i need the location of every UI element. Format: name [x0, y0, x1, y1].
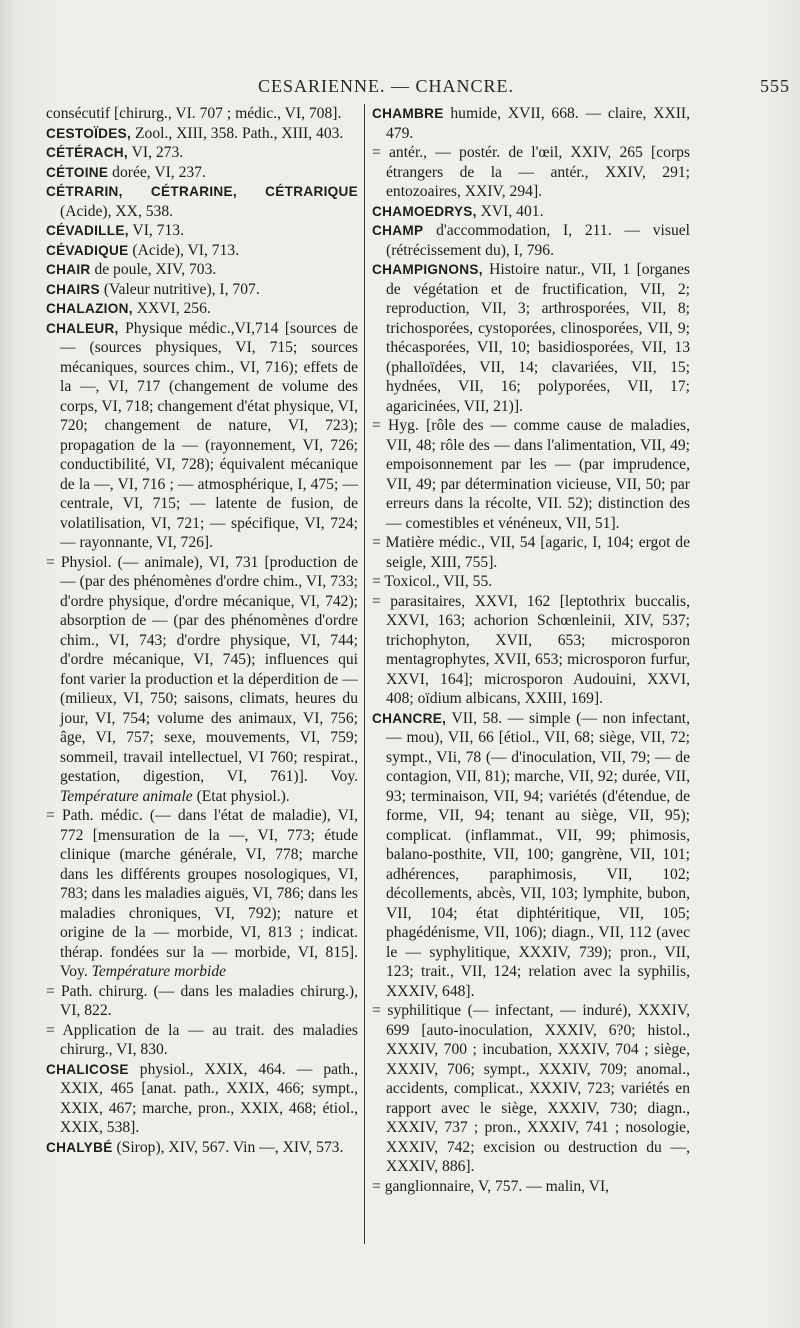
index-entry — [46, 260, 358, 280]
entry-text: (Acide), VI, 713. — [128, 241, 240, 259]
entry-text: Zool., XIII, 358. Path., XIII, 403. — [131, 124, 344, 142]
entry-headword: CHAIR — [46, 262, 91, 277]
entry-headword: CHAIRS — [46, 281, 100, 297]
entry-headword: CÉTOINE — [46, 164, 109, 180]
index-entry — [46, 124, 358, 144]
index-entry — [372, 1177, 690, 1197]
entry-text: = Path. chirurg. (— dans les maladies chirurg.), VI, 822. — [46, 982, 358, 1019]
index-entry — [372, 143, 690, 202]
index-entry — [372, 260, 690, 416]
page-number: 555 — [760, 76, 790, 96]
entry-text: (Acide), XX, 538. — [60, 202, 174, 220]
index-entry — [46, 104, 358, 124]
index-entry — [46, 982, 358, 1021]
index-entry — [372, 202, 690, 222]
entry-text: = antér., — postér. de l'œil, XXIV, 265 [corps étrangers de la — antér., XXIV, 291; entozoaires, XXIV, 294]. — [372, 144, 690, 200]
index-entry — [372, 533, 690, 572]
entry-headword: CHANCRE, — [372, 710, 447, 726]
entry-text: = Path. médic. (— dans l'état de maladie), VI, 772 [mensuration de la —, VI, 773; étude clinique (marche générale, VI, 778; marche dans les différents groupes nosologiques, VI, 783; dans les maladies aiguës, VI, 786; dans les maladies chroniques, VI, 792); nature et origine de la — morbide, VI, 813 ; indicat. thérap. fondées sur la — morbide, VI, 815]. Voy. — [46, 807, 358, 980]
entry-headword: CHAMOEDRYS, — [372, 203, 477, 219]
column-divider — [364, 104, 365, 1244]
entry-text: XVI, 401. — [476, 202, 544, 220]
entry-headword: CHAMP — [372, 223, 424, 238]
entry-headword: CESTOÏDES, — [46, 125, 132, 141]
entry-text: VII, 58. — simple (— non infectant, — mou), VII, 66 [étiol., VII, 68; siège, VII, 72; sympt., VIi, 78 (— d'inoculation, VII, 79; — de contagion, VII, 81); marche, VII, 92; durée, VII, 93; terminaison, VII, 94; variétés (d'étendue, de forme, VII, 94; tenant au siège, VII, 95); complicat. (inflammat., VII, 99; phimosis, balano-posthite, VII, 100; gangrène, VII, 101; adhérences, paraphimosis, VII, 102; décollements, abcès, VII, 103; lymphite, bubon, VII, 104; état diphtéritique, VII, 105; phagédénisme, VII, 106); diagn., VII, 112 (avec le — syphylitique, XXXIV, 739); pron., VII, 123; trait., VII, 124; relation avec la syphilis, XXXIV, 648]. — [386, 709, 690, 1000]
entry-reference: Température animale — [60, 787, 193, 805]
index-entry — [46, 221, 358, 241]
index-entry — [46, 299, 358, 319]
index-entry — [372, 1001, 690, 1177]
running-title: CESARIENNE. — CHANCRE. — [258, 76, 515, 96]
entry-text: Histoire natur., VII, 1 [organes de végétation et de fructification, VII, 2; reproduction, VII, 3; arthrosporées, VII, 8; trichosporées, cystoporées, clinosporées, VII, 9; thécasporées, VII, 10; basidiosporées, VII, 13 (phalloïdées, VII, 14; clavariées, VII, 15; hydnées, VII, 16; polyporées, VII, 17; agaricinées, VII, 21)]. — [386, 261, 690, 415]
entry-text: d'accommodation, I, 211. — visuel (rétrécissement du), I, 796. — [386, 222, 690, 259]
index-entry — [46, 1021, 358, 1060]
entry-headword: CHALEUR, — [46, 320, 119, 336]
right-column — [372, 104, 690, 1196]
index-entry — [372, 104, 690, 143]
index-entry — [46, 163, 358, 183]
index-entry — [372, 592, 690, 709]
entry-headword: CHALICOSE — [46, 1061, 129, 1077]
index-entry — [46, 182, 358, 221]
entry-text: humide, XVII, 668. — claire, XXII, 479. — [386, 105, 690, 142]
entry-reference: Température morbide — [91, 963, 227, 980]
entry-headword: CHALAZION, — [46, 301, 133, 316]
entry-text: = Physiol. (— animale), VI, 731 [production de — (par des phénomènes d'ordre chim., VI, 733; d'ordre physique, d'ordre mécanique, VI, 742); absorption de — (par des phénomènes d'ordre chim., VI, 743; d'ordre physique, VI, 744; d'ordre mécanique, VI, 745); influences qui font varier la production et la déperdition de — (milieux, VI, 750; saisons, climats, heures du jour, VI, 754; volume des animaux, VI, 756; âge, VI, 757; sexe, mouvements, VI, 759; sommeil, travail intellectuel, VI 760; respirat., gestation, digestion, VI, 761)]. Voy. — [46, 553, 358, 785]
entry-text: = Toxicol., VII, 55. — [372, 573, 493, 590]
index-entry — [46, 143, 358, 163]
entry-text: = syphilitique (— infectant, — induré), XXXIV, 699 [auto-inoculation, XXXIV, 6?0; histol., XXXIV, 700 ; incubation, XXXIV, 704 ; siège, XXXIV, 706; sympt., XXXIV, 709; anomal., accidents, complicat., XXXIV, 723; variétés en rapport avec le siège, XXXIV, 730; diagn., XXXIV, 737 ; pron., XXXIV, 741 ; nosologie, XXXIV, 742; excision ou destruction du —, XXXIV, 886]. — [372, 1002, 690, 1175]
index-entry — [46, 553, 358, 807]
entry-text: dorée, VI, 237. — [108, 163, 206, 181]
entry-text: (Valeur nutritive), I, 707. — [99, 280, 260, 298]
entry-text: VI, 713. — [128, 222, 184, 239]
entry-text: consécutif [chirurg., VI. 707 ; médic., VI, 708]. — [46, 105, 342, 122]
entry-text: physiol., XXIX, 464. — path., XXIX, 465 [anat. path., XXIX, 466; sympt., XXIX, 467; marche, pron., XXIX, 468; étiol., XXIX, 538]. — [60, 1060, 358, 1136]
entry-headword: CHALYBÉ — [46, 1139, 113, 1155]
entry-text: (Sirop), XIV, 567. Vin —, XIV, 573. — [112, 1138, 344, 1156]
entry-headword: CÉVADILLE, — [46, 223, 129, 238]
index-entry — [46, 280, 358, 300]
entry-text: = Hyg. [rôle des — comme cause de maladies, VII, 48; rôle des — dans l'alimentation, VII, 49; empoisonnement par les — (par imprudence, VII, 49; par détermination vicieuse, VII, 50; par erreurs dans la récolte, VII. 52); distinction des — comestibles et vénéneux, VII, 51]. — [372, 417, 690, 532]
running-header — [0, 76, 800, 100]
entry-headword: CÉTRARIN, CÉTRARINE, CÉTRARIQUE — [46, 184, 358, 199]
entry-text: de poule, XIV, 703. — [90, 261, 217, 278]
entry-tail: (Etat physiol.). — [192, 787, 290, 805]
entry-headword: CHAMPIGNONS, — [372, 262, 483, 277]
index-entry — [372, 416, 690, 533]
entry-headword: CHAMBRE — [372, 106, 444, 121]
index-entry — [46, 241, 358, 261]
entry-headword: CÉVADIQUE — [46, 242, 129, 258]
entry-headword: CÉTÉRACH, — [46, 145, 128, 160]
entry-text: = Application de la — au trait. des maladies chirurg., VI, 830. — [46, 1021, 358, 1058]
entry-text: = parasitaires, XXVI, 162 [leptothrix buccalis, XXVI, 163; achorion Schœnleinii, XIV, 537; trichophyton, XVII, 653; microsporon mentagrophytes, XVII, 653; microsporon furfur, XXVI, 164]; microsporon Audouini, XXVI, 408; oïdium albicans, XXIII, 169]. — [372, 592, 690, 707]
index-entry — [46, 806, 358, 982]
index-entry — [46, 1060, 358, 1138]
entry-text: XXVI, 256. — [132, 300, 211, 317]
entry-text: VI, 273. — [128, 144, 184, 161]
index-entry — [372, 709, 690, 1002]
entry-text: Physique médic.,VI,714 [sources de — (sources physiques, VI, 715; sources mécaniques, sources chim., VI, 716); effets de la —, VI, 717 (changement de volume des corps, VI, 718; changement d'état physique, VI, 720; changement de nature, VI, 723); propagation de la — (rayonnement, VI, 726; conductibilité, VI, 728); équivalent mécanique de la —, VI, 716 ; — atmosphérique, I, 475; — centrale, VI, 715; — latente de fusion, de volatilisation, VI, 721; — spécifique, VI, 724; — rayonnante, VI, 726]. — [60, 319, 358, 551]
index-entry — [372, 572, 690, 592]
index-entry — [46, 319, 358, 553]
index-entry — [46, 1138, 358, 1158]
index-entry — [372, 221, 690, 260]
left-column — [46, 104, 358, 1157]
entry-text: = Matière médic., VII, 54 [agaric, I, 104; ergot de seigle, XIII, 755]. — [372, 534, 690, 571]
entry-text: = ganglionnaire, V, 757. — malin, VI, — [372, 1177, 610, 1195]
